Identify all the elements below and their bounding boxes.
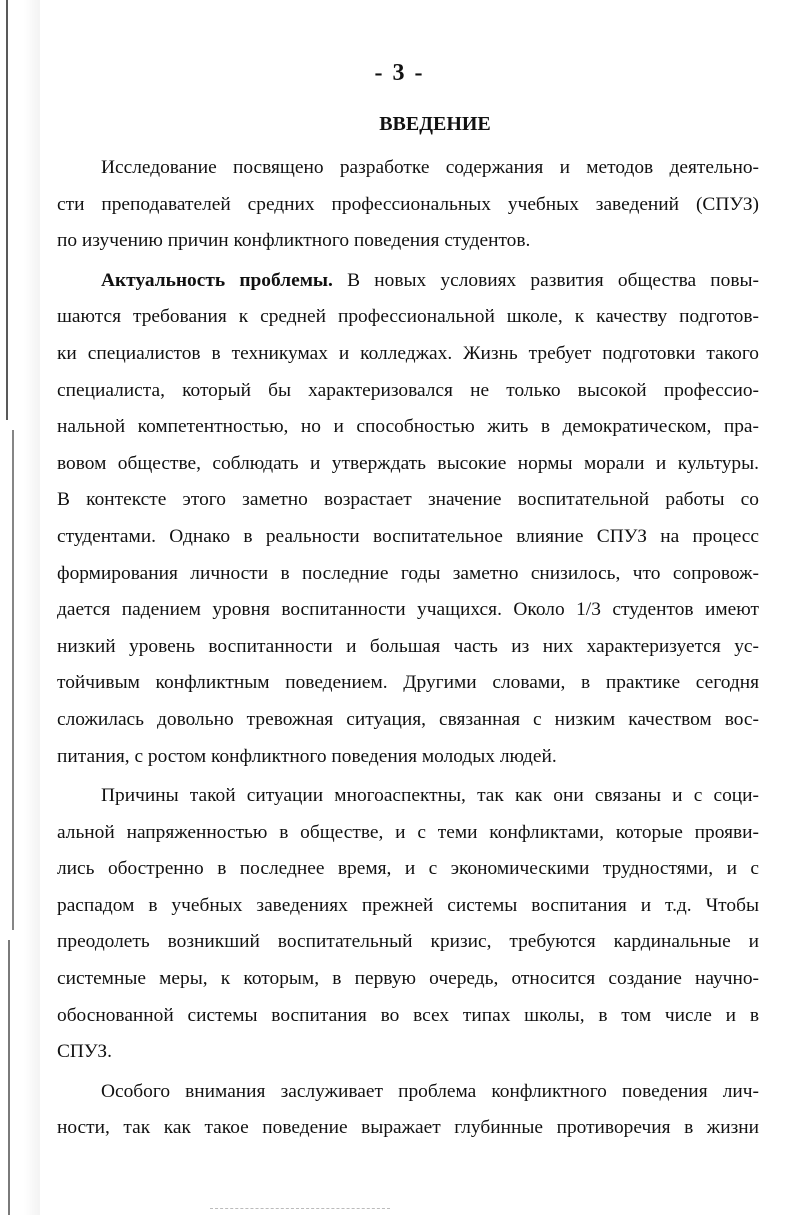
text-line: сложилась довольно тревожная ситуация, связанная с низким качеством вос-: [57, 708, 759, 730]
section-title: ВВЕДЕНИЕ: [379, 113, 491, 135]
text-line: обоснованной системы воспитания во всех типах школы, в том числе и в: [57, 1004, 759, 1026]
text-line: по изучению причин конфликтного поведения студентов.: [57, 230, 531, 252]
text-line-rest: В новых условиях развития общества повы-: [332, 269, 759, 291]
paragraph-2: [57, 263, 759, 775]
text-line: тойчивым конфликтным поведением. Другими словами, в практике сегодня: [57, 672, 759, 694]
text-line: лись обостренно в последнее время, и с экономическими трудностями, и с: [57, 858, 759, 880]
text-line: дается падением уровня воспитанности учащихся. Около 1/3 студентов имеют: [57, 599, 759, 621]
text-line: В контексте этого заметно возрастает значение воспитательной работы со: [57, 489, 759, 511]
document-body: [57, 150, 759, 1147]
page-number: - 3 -: [374, 60, 425, 86]
text-line: ки специалистов в техникумах и колледжах. Жизнь требует подготовки такого: [57, 342, 759, 364]
text-line: преодолеть возникший воспитательный кризис, требуются кардинальные и: [57, 931, 759, 953]
text-line: шаются требования к средней профессиональной школе, к качеству подготов-: [57, 306, 759, 328]
paragraph-3: [57, 778, 759, 1071]
scan-artifact: [210, 1208, 390, 1211]
text-line: системные меры, к которым, в первую очередь, относится создание научно-: [57, 968, 759, 990]
text-line: вовом обществе, соблюдать и утверждать высокие нормы морали и культуры.: [57, 452, 759, 474]
scan-edge-line: [8, 940, 10, 1215]
text-line: ности, так как такое поведение выражает глубинные противоречия в жизни: [57, 1117, 759, 1139]
paragraph-4: [57, 1074, 759, 1147]
text-line: низкий уровень воспитанности и большая часть из них характеризуется ус-: [57, 635, 759, 657]
scan-edge-line: [12, 430, 14, 930]
text-line: специалиста, который бы характеризовался не только высокой профессио-: [57, 379, 759, 401]
paragraph-1: [57, 150, 759, 260]
text-line: альной напряженностью в обществе, и с теми конфликтами, которые прояви-: [57, 821, 759, 843]
text-line: Исследование посвящено разработке содержания и методов деятельно-: [101, 157, 759, 178]
text-line: питания, с ростом конфликтного поведения молодых людей.: [57, 745, 557, 767]
text-line: распадом в учебных заведениях прежней системы воспитания и т.д. Чтобы: [57, 894, 759, 916]
text-line: Причины такой ситуации многоаспектны, так как они связаны и с соци-: [101, 785, 759, 807]
bold-lead: Актуальность проблемы.: [101, 269, 333, 291]
text-line: [57, 263, 759, 300]
text-line: формирования личности в последние годы заметно снизилось, что сопровож-: [57, 562, 759, 584]
text-line: СПУЗ.: [57, 1041, 112, 1063]
text-line: сти преподавателей средних профессиональных учебных заведений (СПУЗ): [57, 193, 759, 215]
text-line: нальной компетентностью, но и способностью жить в демократическом, пра-: [57, 416, 759, 438]
text-line: Особого внимания заслуживает проблема конфликтного поведения лич-: [101, 1080, 759, 1102]
text-line: студентами. Однако в реальности воспитательное влияние СПУЗ на процесс: [57, 525, 759, 547]
